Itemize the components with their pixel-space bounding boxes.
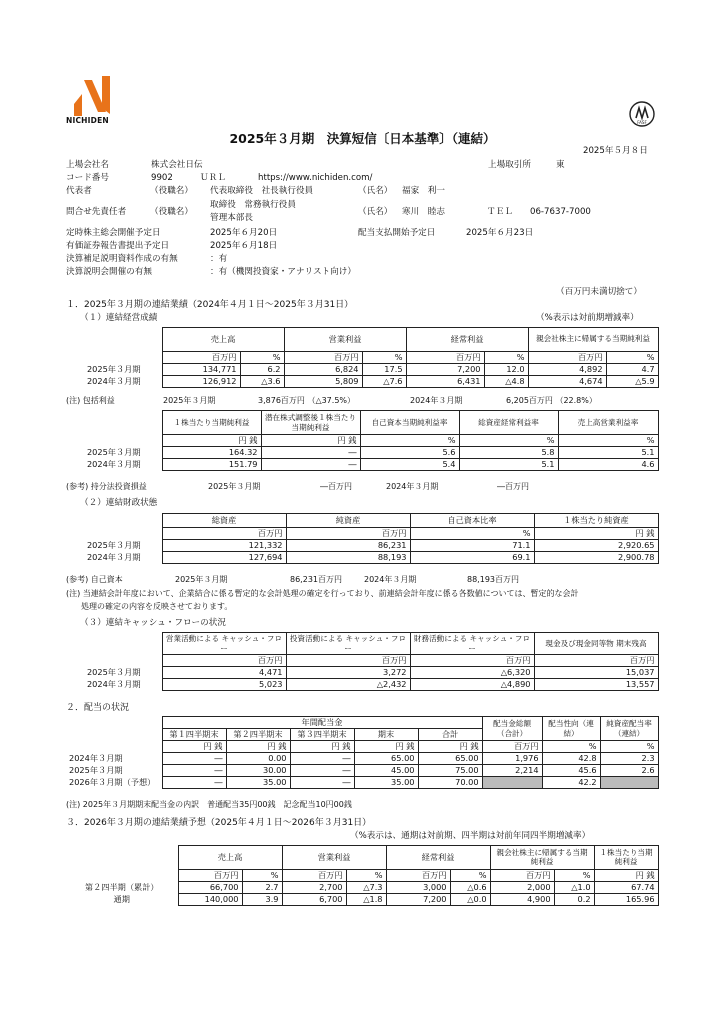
contact-title-2: 管理本部長: [210, 213, 253, 223]
cell: 4,892: [528, 364, 606, 376]
unit-cell: 百万円: [162, 528, 286, 540]
rep-title: 代表取締役 社長執行役員: [210, 186, 314, 196]
col-q2: 第２四半期末: [226, 729, 290, 741]
cell: △4.8: [484, 376, 528, 388]
section1-sub2: （２）連結財政状態: [80, 498, 158, 508]
table-row: [66, 894, 658, 906]
cell: 6,431: [406, 376, 484, 388]
cell: 6.2: [240, 364, 284, 376]
unit-cell: 百万円: [534, 655, 658, 667]
comp-2024: 6,205百万円 （22.8%）: [506, 396, 597, 405]
cell: 0.2: [554, 894, 594, 906]
logo-text: NICHIDEN: [66, 116, 109, 125]
cell: 42.8: [542, 753, 600, 765]
cell: 4.6: [558, 459, 658, 471]
unit-cell: 百万円: [406, 352, 484, 364]
cell: 66,700: [178, 882, 242, 894]
cell: 2.6: [600, 765, 658, 777]
cell: 88,193: [286, 552, 410, 564]
report-label: 有価証券報告書提出予定日: [66, 241, 170, 251]
cashflow-table: [66, 632, 659, 691]
col-net-assets: 純資産: [286, 514, 410, 528]
row-label: 第２四半期（累計）: [66, 882, 178, 894]
contact-label: 問合せ先責任者: [66, 207, 127, 217]
equity-2024-label: 2024年３月期: [386, 482, 439, 491]
fasf-mark-icon: [628, 100, 656, 128]
unit-cell: %: [360, 435, 459, 447]
row-label: 2026年３月期（予想）: [66, 777, 162, 789]
cell: 86,231: [286, 540, 410, 552]
cell: △2,432: [286, 679, 410, 691]
exchange-label: 上場取引所: [488, 160, 531, 170]
cell: △0.6: [450, 882, 490, 894]
unit-cell: %: [558, 435, 658, 447]
tel: 06-7637-7000: [530, 207, 591, 217]
operating-results-table: [66, 327, 659, 388]
cell: 71.1: [410, 540, 534, 552]
unit-cell: %: [542, 741, 600, 753]
cell: 12.0: [484, 364, 528, 376]
cell: 15,037: [534, 667, 658, 679]
col-ordinary-income: 経常利益: [386, 846, 490, 870]
rep-title-label: （役職名）: [150, 186, 193, 196]
section1-heading: １．2025年３月期の連結業績（2024年４月１日～2025年３月31日）: [66, 300, 354, 310]
dividend-note: (注) 2025年３月期期末配当金の内訳 普通配当35円00銭 記念配当10円00銭: [66, 800, 352, 809]
col-total-dividend: 配当金総額（合計）: [482, 717, 542, 741]
unit-cell: 円 銭: [162, 741, 226, 753]
cell: 45.6: [542, 765, 600, 777]
unit-cell: 円 銭: [162, 435, 261, 447]
unit-cell: %: [362, 352, 406, 364]
cell: 3,000: [386, 882, 450, 894]
unit-cell: 百万円: [282, 870, 346, 882]
section1-sub1: （１）連結経営成績: [80, 313, 158, 323]
row-label: 2025年３月期: [66, 447, 162, 459]
cell: 6,700: [282, 894, 346, 906]
col-operating-income: 営業利益: [284, 328, 406, 352]
col-operating-income: 営業利益: [282, 846, 386, 870]
col-sales: 売上高: [162, 328, 284, 352]
annual-dividend-header: 年間配当金: [162, 717, 482, 729]
own-2024: 88,193百万円: [467, 575, 519, 584]
section2-heading: ２．配当の状況: [66, 703, 130, 713]
agm-date: 2025年６月20日: [210, 228, 278, 238]
cell: 3,272: [286, 667, 410, 679]
table-row: [66, 459, 658, 471]
col-sales: 売上高: [178, 846, 282, 870]
unit-cell: 百万円: [178, 870, 242, 882]
cell: ―: [290, 753, 354, 765]
unit-cell: %: [242, 870, 282, 882]
col-investing-cf: 投資活動による キャッシュ・フロー: [286, 633, 410, 655]
row-label: 通期: [66, 894, 178, 906]
cell: 2,700: [282, 882, 346, 894]
row-label: 2024年３月期: [66, 679, 162, 691]
cell: 75.00: [418, 765, 482, 777]
row-label: 2024年３月期: [66, 376, 162, 388]
col-roe: 自己資本当期純利益率: [360, 411, 459, 435]
unit-cell: %: [450, 870, 490, 882]
cell: ―: [162, 765, 226, 777]
unit-cell: %: [484, 352, 528, 364]
brief-label: 決算説明会開催の有無: [66, 267, 152, 277]
cell: 165.96: [594, 894, 658, 906]
contact-name-label: （氏名）: [358, 207, 393, 217]
cell: 3.9: [242, 894, 282, 906]
cell: 5,809: [284, 376, 362, 388]
cell: 0.00: [226, 753, 290, 765]
col-payout-ratio: 配当性向（連結）: [542, 717, 600, 741]
comp-2025: 3,876百万円 （△37.5%）: [258, 396, 356, 405]
corner-cell: [66, 846, 178, 870]
equity-2025-label: 2025年３月期: [208, 482, 261, 491]
corner-cell: [66, 633, 162, 655]
row-label: 2025年３月期: [66, 765, 162, 777]
cell: 5.1: [558, 447, 658, 459]
unit-cell: 円 銭: [534, 528, 658, 540]
cell: 5.1: [459, 459, 558, 471]
col-year-end: 期末: [354, 729, 418, 741]
equity-2025: ―百万円: [320, 482, 352, 491]
cell: 6,824: [284, 364, 362, 376]
cell: 127,694: [162, 552, 286, 564]
unit-cell: 百万円: [410, 655, 534, 667]
unit-cell: 百万円: [284, 352, 362, 364]
cell: 2,900.78: [534, 552, 658, 564]
cell: ―: [261, 447, 360, 459]
section3-heading: ３．2026年３月期の連結業績予想（2025年４月１日～2026年３月31日）: [66, 818, 372, 828]
col-financing-cf: 財務活動による キャッシュ・フロー: [410, 633, 534, 655]
unit-cell: 円 銭: [226, 741, 290, 753]
unit-cell: 百万円: [286, 655, 410, 667]
col-diluted-eps: 潜在株式調整後１株当たり当期純利益: [261, 411, 360, 435]
cell: ―: [290, 777, 354, 789]
cell: △0.0: [450, 894, 490, 906]
table-row: [66, 540, 658, 552]
col-total: 合計: [418, 729, 482, 741]
table-row: [66, 765, 658, 777]
cell: ―: [162, 753, 226, 765]
cell: 151.79: [162, 459, 261, 471]
cell: 121,332: [162, 540, 286, 552]
cell: 7,200: [406, 364, 484, 376]
table-row: [66, 753, 658, 765]
supp-label: 決算補足説明資料作成の有無: [66, 254, 178, 264]
cell: 65.00: [418, 753, 482, 765]
note-line-2: 処理の確定の内容を反映させております。: [81, 602, 233, 611]
cell: 4,471: [162, 667, 286, 679]
unit-cell: %: [346, 870, 386, 882]
row-label: 2025年３月期: [66, 540, 162, 552]
col-cash-end: 現金及び現金同等物 期末残高: [534, 633, 658, 655]
forecast-table: [66, 845, 659, 906]
corner-cell: [66, 717, 162, 741]
url-label: ＵＲＬ: [200, 173, 226, 183]
brief-value: ：有（機関投資家・アナリスト向け）: [210, 267, 356, 277]
col-roa: 総資産経常利益率: [459, 411, 558, 435]
col-total-assets: 総資産: [162, 514, 286, 528]
cell: △1.0: [554, 882, 594, 894]
table-row: [66, 679, 658, 691]
col-margin: 売上高営業利益率: [558, 411, 658, 435]
row-label: 2024年３月期: [66, 459, 162, 471]
unit-cell: 円 銭: [354, 741, 418, 753]
cell: 7,200: [386, 894, 450, 906]
cell: 45.00: [354, 765, 418, 777]
cell: 2,000: [490, 882, 554, 894]
contact-title-label: （役職名）: [150, 207, 193, 217]
cell: 2.3: [600, 753, 658, 765]
shaded-cell: [600, 777, 658, 789]
cell: 4,674: [528, 376, 606, 388]
table-row: [66, 882, 658, 894]
contact-title-1: 取締役 常務執行役員: [210, 200, 296, 210]
cell: 5.8: [459, 447, 558, 459]
row-label: 2025年３月期: [66, 364, 162, 376]
corner-cell: [66, 411, 162, 435]
agm-label: 定時株主総会開催予定日: [66, 228, 161, 238]
col-operating-cf: 営業活動による キャッシュ・フロー: [162, 633, 286, 655]
unit-cell: 円 銭: [261, 435, 360, 447]
cell: 1,976: [482, 753, 542, 765]
report-date-sec: 2025年６月18日: [210, 241, 278, 251]
unit-cell: 百万円: [386, 870, 450, 882]
cell: 5.6: [360, 447, 459, 459]
tel-label: ＴＥＬ: [487, 207, 513, 217]
contact-name: 寒川 睦志: [402, 207, 445, 217]
report-date: 2025年５月８日: [583, 146, 648, 156]
own-note-label: (参考) 自己資本: [66, 575, 123, 584]
section3-pct-note: （%表示は、通期は対前期、四半期は対前年同四半期増減率）: [350, 831, 591, 841]
cell: 4,900: [490, 894, 554, 906]
cell: △5.9: [606, 376, 658, 388]
unit-cell: %: [240, 352, 284, 364]
cell: △3.6: [240, 376, 284, 388]
supp-value: ：有: [210, 254, 228, 264]
col-bps: １株当たり純資産: [534, 514, 658, 528]
cell: 4.7: [606, 364, 658, 376]
col-net-income: 親会社株主に帰属する当期純利益: [528, 328, 658, 352]
cell: 13,557: [534, 679, 658, 691]
cell: △7.6: [362, 376, 406, 388]
cell: 134,771: [162, 364, 240, 376]
cell: 140,000: [178, 894, 242, 906]
unit-cell: 円 銭: [290, 741, 354, 753]
col-q3: 第３四半期末: [290, 729, 354, 741]
rep-label: 代表者: [66, 186, 92, 196]
unit-cell: 百万円: [162, 352, 240, 364]
cell: 164.32: [162, 447, 261, 459]
cell: 2.7: [242, 882, 282, 894]
corner-cell: [66, 514, 162, 528]
url-link[interactable]: https://www.nichiden.com/: [258, 173, 373, 183]
col-eps: １株当たり当期純利益: [162, 411, 261, 435]
unit-cell: %: [606, 352, 658, 364]
code-label: コード番号: [66, 173, 109, 183]
cell: 2,920.65: [534, 540, 658, 552]
cell: △4,890: [410, 679, 534, 691]
own-2024-label: 2024年３月期: [364, 575, 417, 584]
row-label: 2025年３月期: [66, 667, 162, 679]
col-ordinary-income: 経常利益: [406, 328, 528, 352]
unit-note: （百万円未満切捨て）: [556, 287, 642, 297]
cell: △6,320: [410, 667, 534, 679]
equity-2024: ―百万円: [497, 482, 529, 491]
unit-cell: 百万円: [162, 655, 286, 667]
unit-cell: 百万円: [286, 528, 410, 540]
cell: 69.1: [410, 552, 534, 564]
own-2025: 86,231百万円: [290, 575, 342, 584]
table-row: [66, 376, 658, 388]
unit-cell: %: [600, 741, 658, 753]
exchange: 東: [556, 160, 565, 170]
unit-cell: 百万円: [482, 741, 542, 753]
unit-cell: 円 銭: [594, 870, 658, 882]
unit-cell: %: [410, 528, 534, 540]
comp-2024-label: 2024年３月期: [410, 396, 463, 405]
unit-cell: %: [459, 435, 558, 447]
cell: △1.8: [346, 894, 386, 906]
per-share-table: [66, 410, 659, 471]
code: 9902: [151, 173, 173, 183]
page-title: 2025年３月期 決算短信〔日本基準〕（連結）: [229, 131, 496, 146]
comp-note-label: (注) 包括利益: [66, 396, 115, 405]
financial-position-table: [66, 513, 659, 564]
cell: 67.74: [594, 882, 658, 894]
div-pay-date: 2025年６月23日: [466, 228, 534, 238]
cell: ―: [162, 777, 226, 789]
div-pay-label: 配当支払開始予定日: [358, 228, 436, 238]
table-row: [66, 447, 658, 459]
cell: 70.00: [418, 777, 482, 789]
cell: 17.5: [362, 364, 406, 376]
shaded-cell: [482, 777, 542, 789]
table-row: [66, 364, 658, 376]
fasf-label: FASF: [637, 120, 647, 125]
cell: 5,023: [162, 679, 286, 691]
comp-2025-label: 2025年３月期: [163, 396, 216, 405]
row-label: 2024年３月期: [66, 552, 162, 564]
col-doe: 純資産配当率（連結）: [600, 717, 658, 741]
table-row: [66, 667, 658, 679]
col-net-income: 親会社株主に帰属する当期純利益: [490, 846, 594, 870]
cell: 30.00: [226, 765, 290, 777]
company-name: 株式会社日伝: [151, 160, 203, 170]
dividend-table: [66, 716, 659, 789]
cell: 35.00: [226, 777, 290, 789]
col-equity-ratio: 自己資本比率: [410, 514, 534, 528]
row-label: 2024年３月期: [66, 753, 162, 765]
unit-cell: %: [554, 870, 594, 882]
table-row: [66, 552, 658, 564]
cell: 126,912: [162, 376, 240, 388]
cell: 42.2: [542, 777, 600, 789]
table-row: [66, 777, 658, 789]
own-2025-label: 2025年３月期: [175, 575, 228, 584]
cell: 5.4: [360, 459, 459, 471]
section1-pct-note: （%表示は対前期増減率）: [536, 313, 639, 323]
unit-cell: 百万円: [528, 352, 606, 364]
rep-name: 福家 利一: [402, 186, 445, 196]
note-line-1: (注) 当連結会計年度において、企業結合に係る暫定的な会計処理の確定を行っており、前連結会計年度に係る各数値については、暫定的な会計: [66, 589, 579, 598]
corner-cell: [66, 328, 162, 352]
cell: △7.3: [346, 882, 386, 894]
unit-cell: 円 銭: [418, 741, 482, 753]
company-label: 上場会社名: [66, 160, 109, 170]
cell: 65.00: [354, 753, 418, 765]
cell: ―: [290, 765, 354, 777]
cell: 35.00: [354, 777, 418, 789]
cell: ―: [261, 459, 360, 471]
section1-sub3: （３）連結キャッシュ・フローの状況: [80, 618, 226, 628]
col-q1: 第１四半期末: [162, 729, 226, 741]
equity-note-label: (参考) 持分法投資損益: [66, 482, 147, 491]
rep-name-label: （氏名）: [358, 186, 393, 196]
col-eps: １株当たり当期純利益: [594, 846, 658, 870]
unit-cell: 百万円: [490, 870, 554, 882]
cell: 2,214: [482, 765, 542, 777]
